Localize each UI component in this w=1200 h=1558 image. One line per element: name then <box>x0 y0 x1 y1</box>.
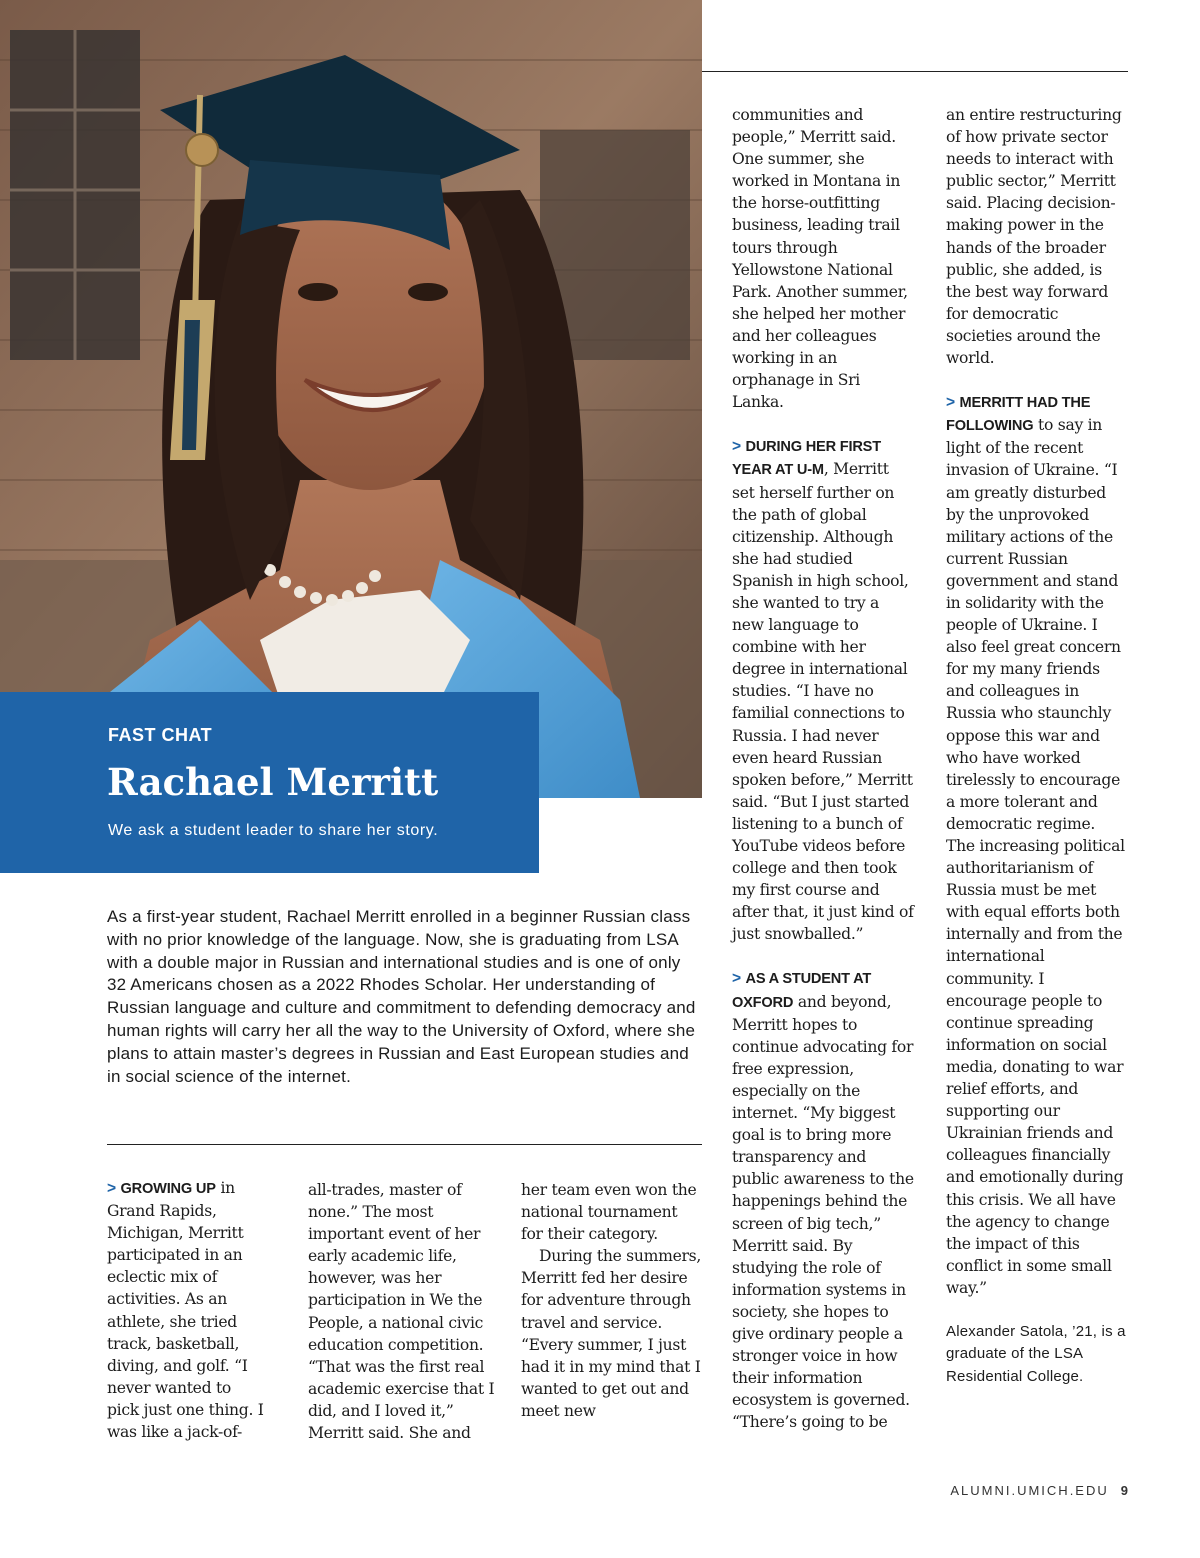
column-5 <box>946 104 1128 1388</box>
body-text: in Grand Rapids, Michigan, Merritt participated in an eclectic mix of activities. As an athlete, she tried track, basketball, diving, and golf. “I never wanted to pick just one thing. I was like a jack-of- <box>107 1179 264 1442</box>
lead-in: AS A STUDENT AT OXFORD <box>732 971 872 1011</box>
body-text: an entire restructuring of how private sector needs to interact with public sector,” Merritt said. Placing decision-making power in the hands of the broader public, she added, is the best way forward for democratic societies around the world. <box>946 106 1122 368</box>
portrait-photo <box>0 0 702 798</box>
column-2 <box>308 1179 498 1444</box>
column-4 <box>732 104 914 1433</box>
body-text: to say in light of the recent invasion of Ukraine. “I am greatly disturbed by the unprovoked military actions of the current Russian government and stand in solidarity with the people of Ukraine. I also feel great concern for my many friends and colleagues in Russia who staunchly oppose this war and who have worked tirelessly to encourage a more tolerant and democratic regime. The increasing political authoritarianism of Russia must be met with equal efforts both internally and from the international community. I encourage people to continue spreading information on social media, donating to war relief efforts, and supporting our Ukrainian friends and colleagues financially and emotionally during this crisis. We all have the agency to change the impact of this conflict in some small way.” <box>946 416 1125 1297</box>
article-title: Rachael Merritt <box>107 760 439 804</box>
body-text: her team even won the national tournament for their category. <box>521 1181 697 1244</box>
mid-rule <box>107 1144 702 1145</box>
page-footer <box>950 1483 1128 1498</box>
body-text: communities and people,” Merritt said. One summer, she worked in Montana in the horse-outfitting business, leading trail tours through Yellowstone National Park. Another summer, she helped her mother and her colleagues working in an orphanage in Sri Lanka. <box>732 106 908 412</box>
paragraph-ukraine <box>946 391 1128 1299</box>
chevron-icon: > <box>732 438 741 456</box>
chevron-icon: > <box>946 394 955 412</box>
site-url: ALUMNI.UMICH.EDU <box>950 1483 1109 1498</box>
body-text: all-trades, master of none.” The most important event of her early academic life, however, was her participation in We the People, a national civic education competition. “That was the first real academic exercise that I did, and I loved it,” Merritt said. She and <box>308 1181 495 1443</box>
paragraph-oxford <box>732 967 914 1433</box>
column-1 <box>107 1177 267 1443</box>
lead-in: MERRITT HAD THE FOLLOWING <box>946 395 1091 435</box>
intro-text: As a first-year student, Rachael Merritt enrolled in a beginner Russian class with no prior knowledge of the language. Now, she is graduating from LSA with a double major in Russian and international studies and is one of only 32 Americans chosen as a 2022 Rhodes Scholar. Her understanding of Russian language and culture and commitment to defending democracy and human rights will carry her all the way to the University of Oxford, where she plans to attain master’s degrees in Russian and East European studies and in social science of the internet. <box>107 907 696 1086</box>
section-kicker: FAST CHAT <box>108 725 213 745</box>
chevron-icon: > <box>107 1180 116 1197</box>
intro-paragraph <box>107 906 702 1088</box>
body-text: , Merritt set herself further on the path of global citizenship. Although she had studied Spanish in high school, she wanted to try a new language to combine with her degree in international studies. “I have no familial connections to Russia. I had never even heard Russian spoken before,” Merritt said. “But I just started listening to a bunch of YouTube videos before college and then took my first course and after that, it just kind of just snowballed.” <box>732 460 914 944</box>
paragraph-first-year <box>732 435 914 945</box>
page-number: 9 <box>1120 1483 1128 1498</box>
body-text: and beyond, Merritt hopes to continue advocating for free expression, especially on the internet. “My biggest goal is to bring more transparency and public awareness to the happenings behind the screen of big tech,” Merritt said. By studying the role of information systems in society, she hopes to give ordinary people a stronger voice in how their information ecosystem is governed. “There’s going to be <box>732 992 914 1432</box>
chevron-icon: > <box>732 970 741 988</box>
paragraph <box>521 1245 703 1422</box>
paragraph-growing-up <box>107 1177 267 1443</box>
article-subtitle: We ask a student leader to share her story. <box>108 822 439 839</box>
lead-in: GROWING UP <box>120 1181 216 1197</box>
column-3 <box>521 1179 703 1422</box>
author-credit: Alexander Satola, ’21, is a graduate of the LSA Residential College. <box>946 1322 1126 1385</box>
graduate-portrait-illustration <box>0 0 702 798</box>
top-rule <box>702 71 1128 72</box>
lead-in: DURING HER FIRST YEAR AT U-M <box>732 439 881 479</box>
body-text: During the summers, Merritt fed her desire for adventure through travel and service. “Every summer, I just had it in my mind that I wanted to get out and meet new <box>521 1247 702 1420</box>
